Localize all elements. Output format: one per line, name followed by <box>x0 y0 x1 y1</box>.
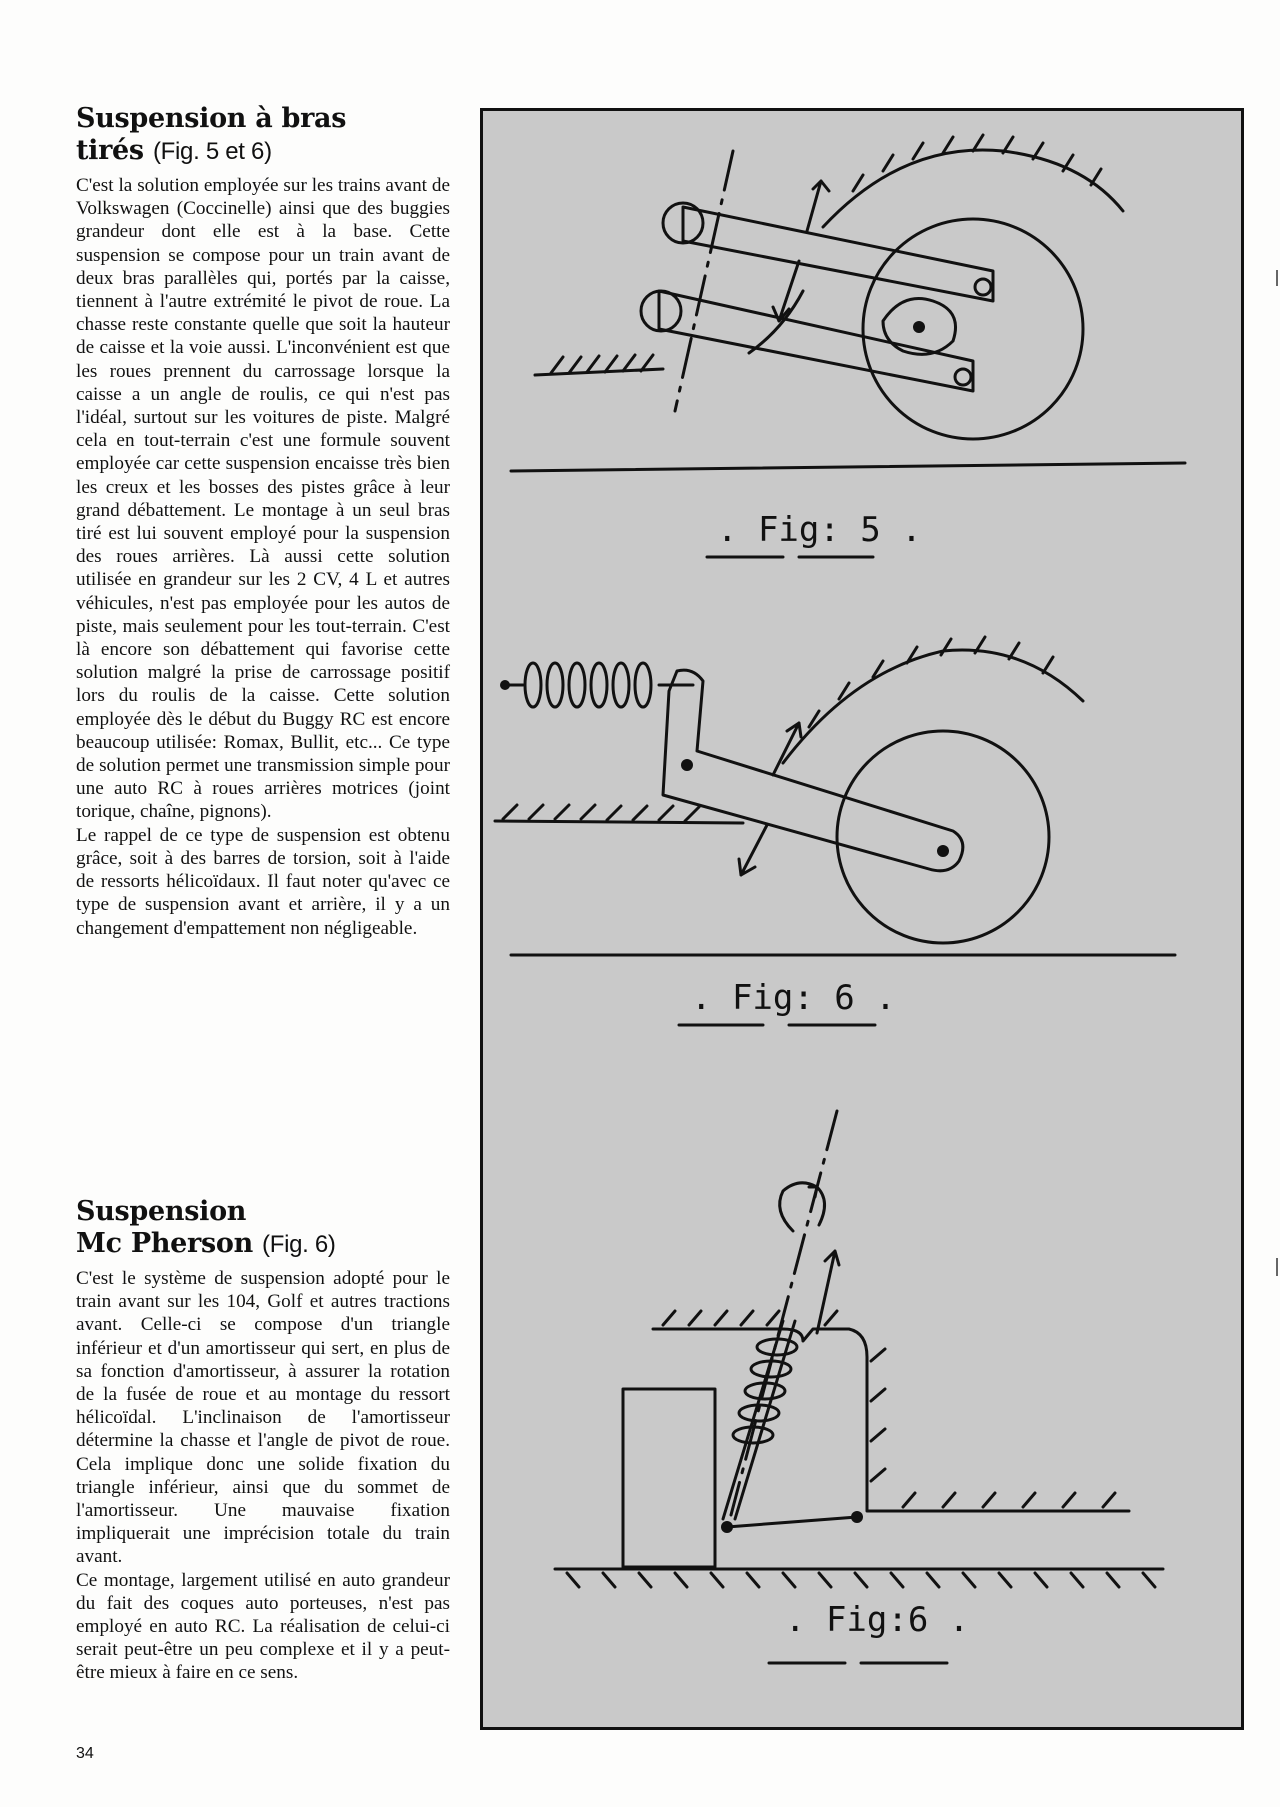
paragraph: C'est le système de suspension adopté pour le train avant sur les 104, Golf et autres tractions avant. Celle-ci se compose d'un triangle inférieur et d'un amortisseur qui sert, en plus de sa fonction d'amortisseur, à assurer la rotation de la fusée de roue et au montage du ressort hélicoïdal. L'inclinaison de l'amortisseur détermine la chasse et l'angle de pivot de roue. Cela implique donc une solide fixation du triangle inférieur, ainsi que du sommet de l'amortisseur. Une mauvaise fixation impliquerait une imprécision totale du train avant. <box>76 1268 450 1568</box>
section-body <box>76 1267 450 1685</box>
figure-6-trailing-arm-drawing <box>495 637 1175 955</box>
title-line-1: Suspension <box>76 1196 247 1227</box>
arrow-down <box>739 825 767 875</box>
figure-6a-caption: . Fig: 6 . <box>691 978 896 1018</box>
page-number: 34 <box>76 1745 94 1762</box>
paragraph: Le rappel de ce type de suspension est obtenu grâce, soit à des barres de torsion, soit à l'aide de ressorts hélicoïdaux. Il faut noter qu'avec ce type de suspension avant et arrière, il y a un changement d'empattement non négligeable. <box>76 824 450 939</box>
wheel-axle <box>937 845 949 857</box>
lower-triangle <box>727 1517 857 1527</box>
arrow-up <box>773 723 801 775</box>
fender-arc <box>823 150 1123 227</box>
section-title-mcpherson <box>76 1196 450 1261</box>
figure-reference: (Fig. 5 et 6) <box>152 138 272 165</box>
section-title-trailing-arm <box>76 103 450 168</box>
title-line-2: tirés <box>76 135 144 166</box>
paragraph: Ce montage, largement utilisé en auto grandeur du fait des coques auto porteuses, n'est pas employé en auto RC. La réalisation de celui-ci serait peut-être un peu complexe et il y a peut-être mieux à faire en ce sens. <box>76 1569 450 1684</box>
spring-mount <box>500 680 510 690</box>
section-trailing-arm <box>76 103 450 940</box>
arm-pivot <box>681 759 693 771</box>
hub-center <box>913 321 925 333</box>
pivot-axis <box>675 151 733 411</box>
title-line-1: Suspension à bras <box>76 103 347 134</box>
ball-joint <box>721 1521 733 1533</box>
lower-arm <box>659 291 973 391</box>
lower-pivot <box>641 291 681 331</box>
section-mcpherson <box>76 1196 450 1685</box>
body-hatch <box>495 821 743 823</box>
title-line-2: Mc Pherson <box>76 1228 253 1259</box>
lower-joint <box>955 369 971 385</box>
wheel-section <box>623 1389 715 1567</box>
section-body <box>76 174 450 940</box>
triangle-pivot <box>851 1511 863 1523</box>
figure-5-caption: . Fig: 5 . <box>717 510 922 550</box>
fender-arc <box>783 650 1083 763</box>
fender-hatch <box>809 637 1053 727</box>
ground-hatch <box>567 1573 1155 1587</box>
wheel <box>837 731 1049 943</box>
figure-panel <box>480 108 1244 1730</box>
rotation-arrow-head <box>809 1187 817 1197</box>
figure-5-drawing <box>511 135 1185 471</box>
fender-hatch <box>853 135 1101 191</box>
body-structure <box>653 1329 1129 1511</box>
figures-illustration <box>483 111 1241 1727</box>
trailing-arm <box>663 670 963 871</box>
paragraph: C'est la solution employée sur les trains avant de Volkswagen (Coccinelle) ainsi que des buggies grandeur dont elle est à la base. Cette suspension se compose pour un train avant de deux bras parallèles qui, portés par la caisse, tiennent à l'autre extrémité le pivot de roue. La chasse reste constante quelle que soit la hauteur de caisse et la voie aussi. L'inconvénient est que les roues prennent du carrossage lorsque la caisse a un angle de roulis, ce qui n'est pas l'idéal, surtout sur les voitures de piste. Malgré cela en tout-terrain c'est une formule souvent employée car cette suspension encaisse très bien les creux et les bosses des pistes grâce à leur grand débattement. Le montage à un seul bras tiré est lui souvent employé pour la suspension des roues arrières. Là aussi cette solution utilisée en grandeur sur les 2 CV, 4 L et autres véhicules, n'est pas employée pour les autos de piste, mais seulement pour les tout-terrain. C'est là encore son débattement qui favorise cette solution malgré la prise de carrossage positif lors du roulis de la caisse. Cette solution employée dès le début du Buggy RC est encore beaucoup utilisée: Romax, Bullit, etc... Ce type de solution permet une transmission simple pour une auto RC à roues arrières motrices (joint torique, chaîne, pignons). <box>76 175 450 823</box>
figure-6-mcpherson-drawing <box>555 1111 1163 1587</box>
scan-edge-marks <box>1274 0 1280 1807</box>
body-hatch <box>663 1311 1115 1507</box>
figure-reference: (Fig. 6) <box>262 1231 336 1258</box>
figure-6b-caption: . Fig:6 . <box>785 1600 970 1640</box>
ground-line <box>511 463 1185 471</box>
coil-spring <box>505 663 693 707</box>
upper-joint <box>975 279 991 295</box>
arrow-down <box>773 261 799 321</box>
hatch-marks <box>503 805 699 821</box>
